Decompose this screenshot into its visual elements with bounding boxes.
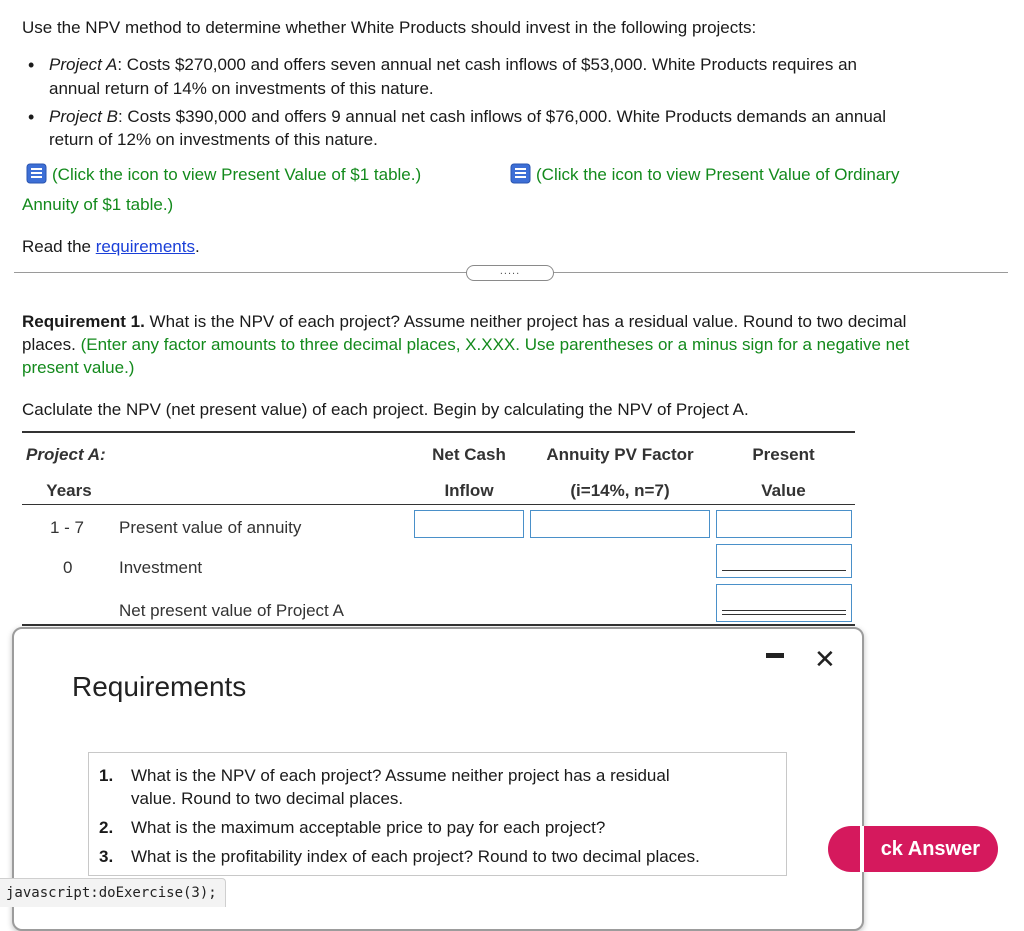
project-b-name: Project B [49,107,118,126]
col-header-factor: Annuity PV Factor [546,445,694,464]
requirement1-hint: (Enter any factor amounts to three decimal places, X.XXX. Use parentheses or a minus sign for a negative net [80,335,910,354]
row-label: Present value of annuity [119,518,302,537]
table-title: Project A: [26,445,106,464]
annuity-table-link-text[interactable]: (Click the icon to view Present Value of Ordinary [536,165,900,184]
book-icon[interactable] [26,163,48,184]
project-a-name: Project A [49,55,118,74]
read-suffix: . [194,237,200,256]
pv-table-link[interactable] [26,163,421,185]
table-top-border [22,431,855,433]
req-num: 2. [99,818,114,837]
col-header-cash: Net Cash [432,445,506,464]
project-b-desc [49,107,886,127]
requirements-list [88,752,787,876]
row-label: Net present value of Project A [119,601,344,620]
double-underline-top [722,610,846,611]
bullet-dot: • [28,55,35,75]
annuity-table-link[interactable] [510,163,899,185]
project-a-line1: : Costs $270,000 and offers seven annual net cash inflows of $53,000. White Products requires an [117,55,857,74]
req-item-2: What is the maximum acceptable price to pay for each project? [131,818,606,837]
pv-annuity-input[interactable] [716,510,852,538]
req-num: 3. [99,847,114,866]
bullet-dot: • [28,107,35,127]
requirement1-text: What is the NPV of each project? Assume neither project has a residual value. Round to two decimal [144,312,907,331]
project-b-line2: return of 12% on investments of this nature. [49,130,378,149]
requirements-link[interactable]: requirements [95,237,195,256]
project-a-desc [49,55,857,75]
status-bar: javascript:doExercise(3); [0,878,226,907]
requirement1-label: Requirement 1. [22,312,145,331]
header-divider [22,504,855,505]
check-answer-button[interactable]: ck Answer [828,826,998,872]
annuity-factor-input[interactable] [530,510,710,538]
row-label: Investment [119,558,203,577]
row-years: 0 [63,558,73,577]
net-cash-inflow-input[interactable] [414,510,524,538]
annuity-table-link-cont[interactable]: Annuity of $1 table.) [22,195,174,214]
col-header-factor-2: (i=14%, n=7) [570,481,670,500]
npv-project-a-input[interactable] [716,584,852,622]
table-bottom-border [22,624,855,626]
instruction-text: Caclulate the NPV (net present value) of each project. Begin by calculating the NPV of Project A. [22,400,749,419]
col-header-pv: Present [752,445,815,464]
requirement1-hint-cont: present value.) [22,358,135,377]
project-a-line2: annual return of 14% on investments of this nature. [49,79,434,98]
book-icon[interactable] [510,163,532,184]
intro-text: Use the NPV method to determine whether White Products should invest in the following projects: [22,18,757,37]
expand-toggle-button[interactable]: ..... [466,265,554,281]
col-header-cash-2: Inflow [444,481,494,500]
req-item-1-cont: value. Round to two decimal places. [131,789,404,808]
row-years: 1 - 7 [50,518,85,537]
read-requirements [22,237,200,257]
col-header-years: Years [46,481,92,500]
read-prefix: Read the [22,237,96,256]
req-item-3: What is the profitability index of each project? Round to two decimal places. [131,847,700,866]
project-b-line1: : Costs $390,000 and offers 9 annual net cash inflows of $76,000. White Products demands an annual [117,107,887,126]
modal-edge-mask [860,826,864,872]
modal-title: Requirements [72,671,247,702]
requirement1-line1 [22,312,906,332]
pv-table-link-text[interactable]: (Click the icon to view Present Value of $1 table.) [52,165,422,184]
requirement1-plain: places. [22,335,81,354]
single-underline [722,570,846,571]
minimize-icon[interactable] [766,653,784,658]
req-item-1: What is the NPV of each project? Assume neither project has a residual [131,766,670,785]
double-underline-bottom [722,614,846,615]
requirement1-line2 [22,335,909,355]
investment-input[interactable] [716,544,852,578]
col-header-pv-2: Value [761,481,806,500]
req-num: 1. [99,766,114,785]
close-icon[interactable]: ✕ [814,644,836,674]
